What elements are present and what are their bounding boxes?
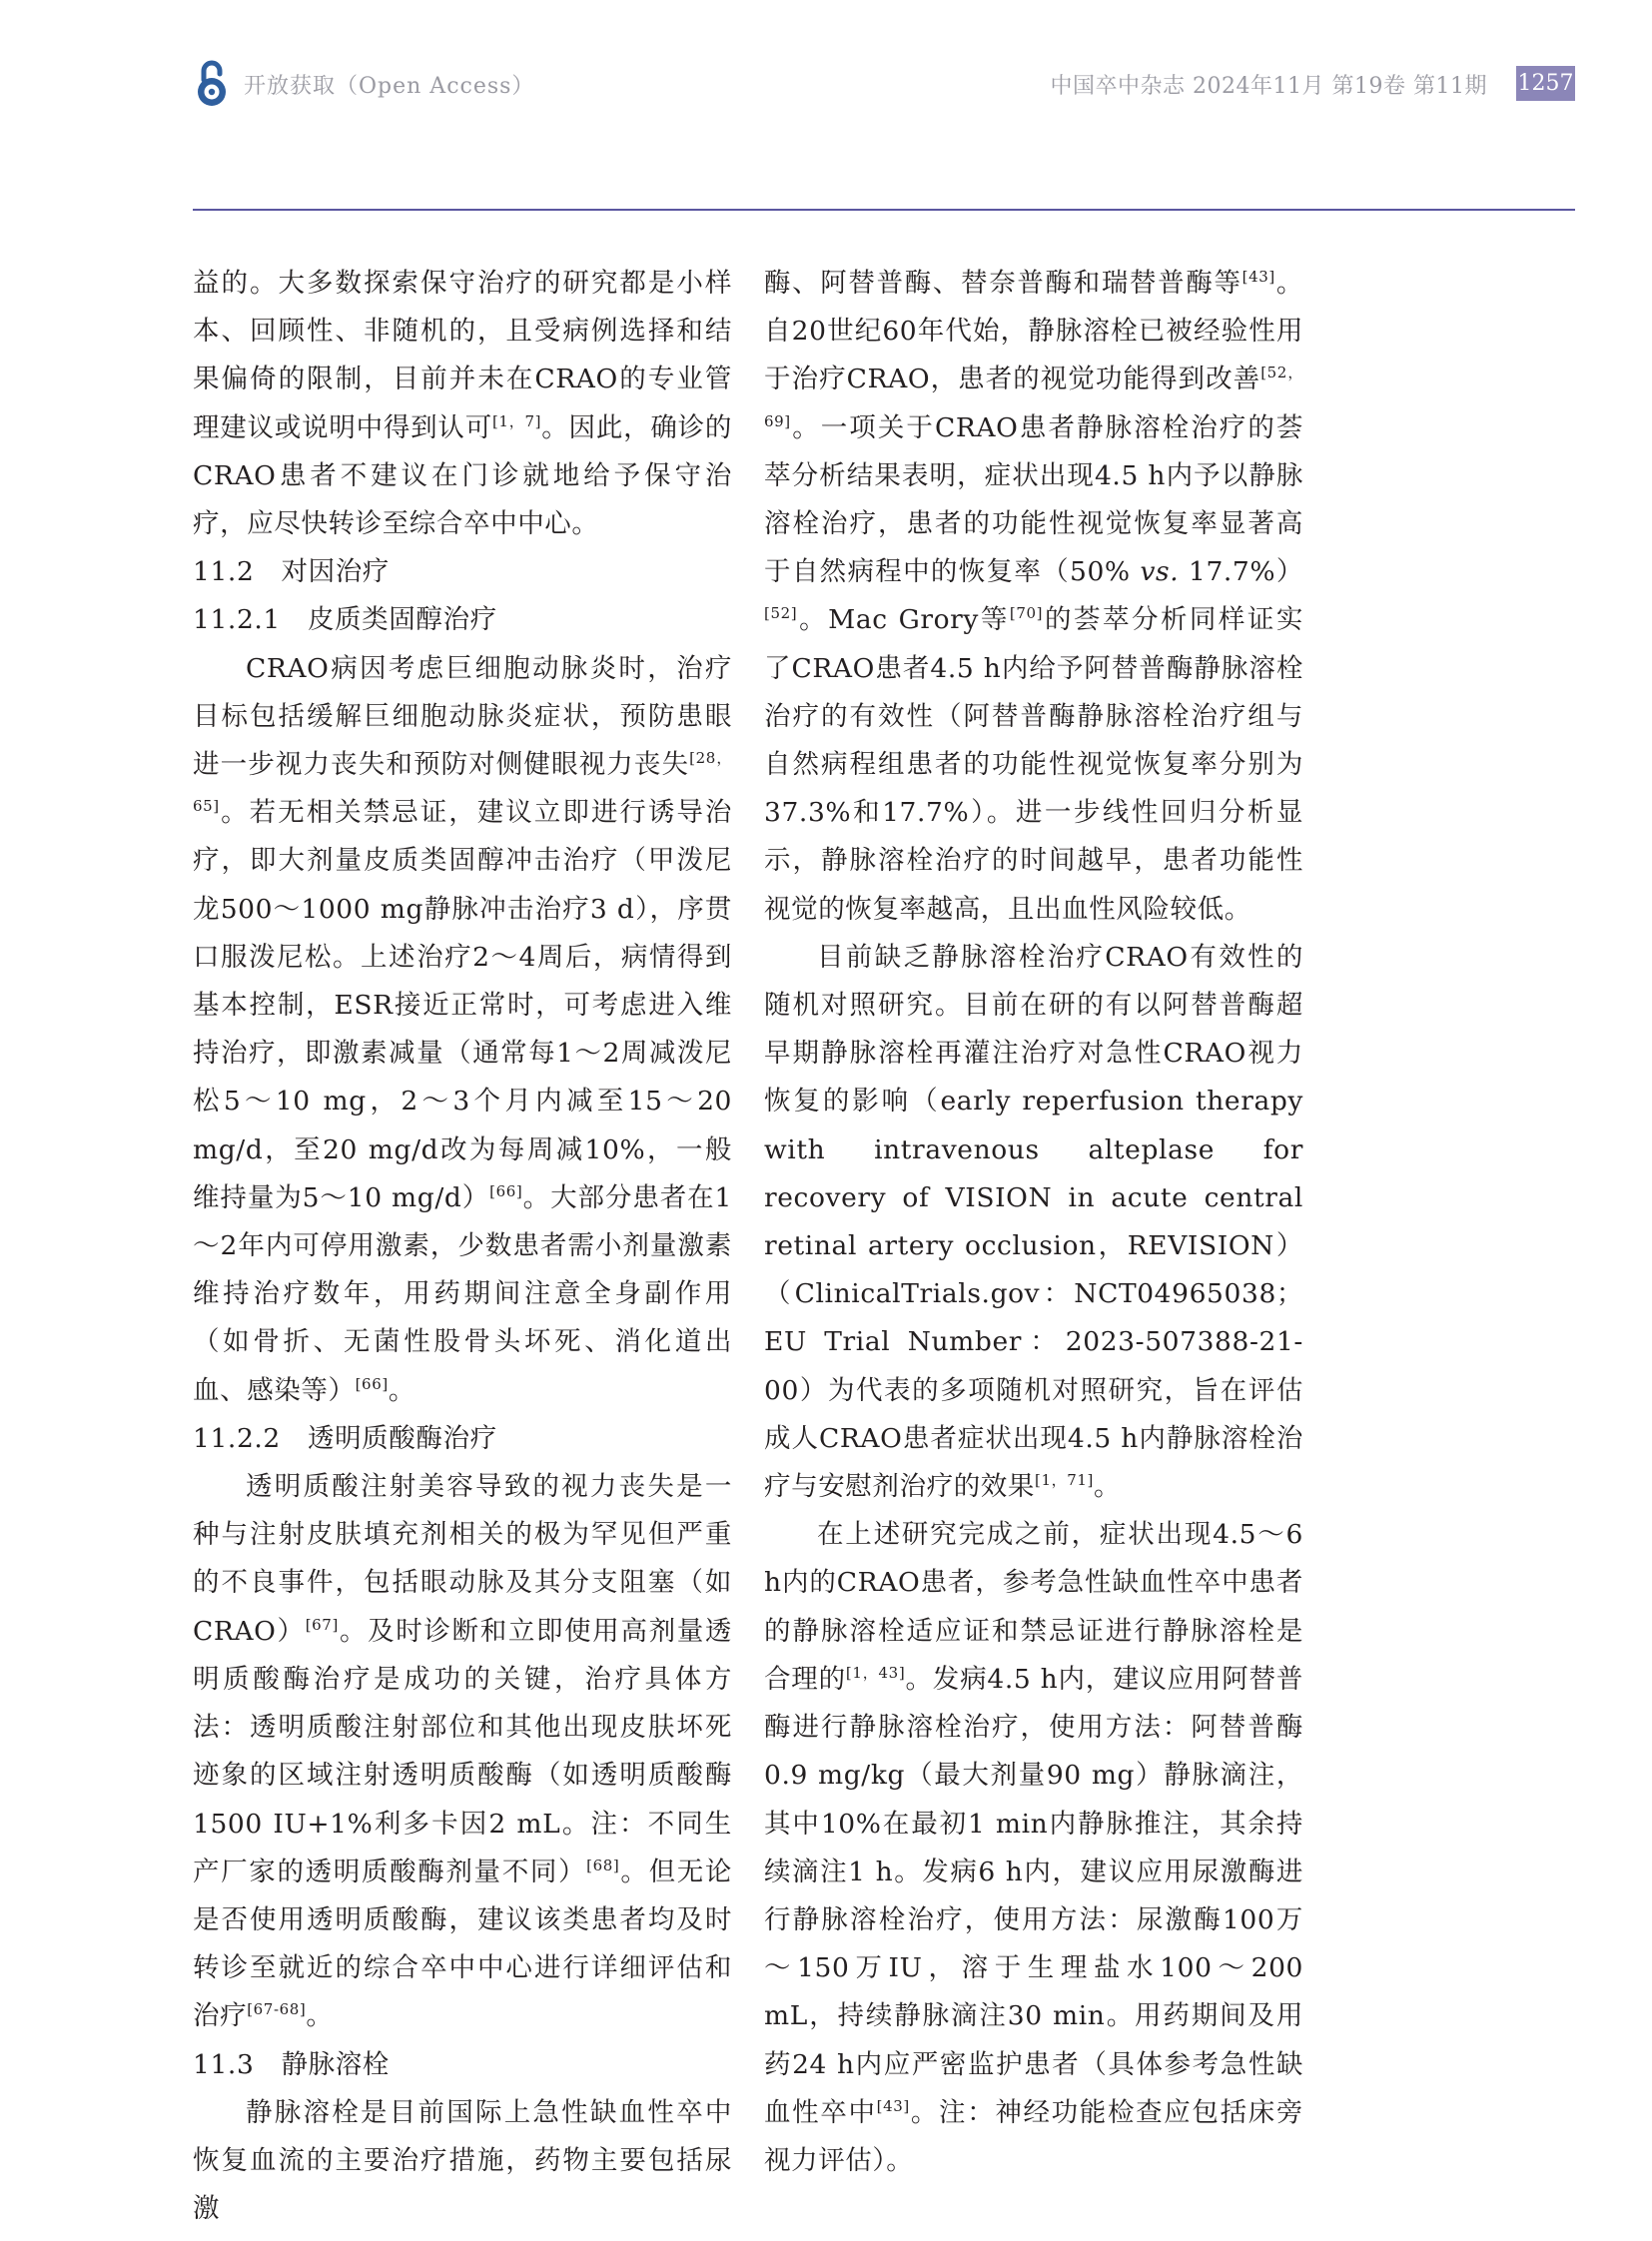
journal-citation: 中国卒中杂志 2024年11月 第19卷 第11期 xyxy=(1050,74,1487,99)
paragraph: 益的。大多数探索保守治疗的研究都是小样本、回顾性、非随机的，且受病例选择和结果偏倚的限制，目前并未在CRAO的专业管理建议或说明中得到认可[1，7]。因此，确诊的CRAO患者不建议在门诊就地给予保守治疗，应尽快转诊至综合卒中中心。 xyxy=(193,268,732,540)
paragraph: 酶、阿替普酶、替奈普酶和瑞替普酶等[43]。自20世纪60年代始，静脉溶栓已被经验性用于治疗CRAO，患者的视觉功能得到改善[52，69]。一项关于CRAO患者静脉溶栓治疗的荟萃分析结果表明，症状出现4.5 h内予以静脉溶栓治疗，患者的功能性视觉恢复率显著高于自然病程中的恢复率（50% vs. 17.7%）[52]。Mac Grory等[70]的荟萃分析同样证实了CRAO患者4.5 h内给予阿替普酶静脉溶栓治疗的有效性（阿替普酶静脉溶栓治疗组与自然病程组患者的功能性视觉恢复率分别为37.3%和17.7%）。进一步线性回归分析显示，静脉溶栓治疗的时间越早，患者功能性视觉的恢复率越高，且出血性风险较低。 xyxy=(764,268,1303,925)
citation-ref: [67] xyxy=(305,1615,339,1634)
citation-ref: [28，65] xyxy=(193,749,732,816)
citation-ref: [67-68] xyxy=(247,2000,307,2019)
page-header xyxy=(0,0,1652,215)
citation-ref: [66] xyxy=(355,1374,389,1393)
header-rule xyxy=(193,209,1575,211)
citation-ref: [52，69] xyxy=(764,364,1303,430)
citation-ref: [1，71] xyxy=(1035,1471,1094,1490)
open-access-lock-icon xyxy=(193,58,231,108)
page-number-badge: 1257 xyxy=(1516,66,1575,101)
paragraph: 目前缺乏静脉溶栓治疗CRAO有效性的随机对照研究。目前在研的有以阿替普酶超早期静脉溶栓再灌注治疗对急性CRAO视力恢复的影响（early reperfusion therapy with intravenous alteplase for recovery of VISION in acute central retinal artery occlusion，REVISION）（ClinicalTrials.gov：NCT04965038；EU Trial Number：2023-507388-21-00）为代表的多项随机对照研究，旨在评估成人CRAO患者症状出现4.5 h内静脉溶栓治疗与安慰剂治疗的效果[1，71]。 xyxy=(764,941,1303,1503)
citation-ref: [43] xyxy=(1241,268,1275,286)
subsection-heading: 11.2.1 皮质类固醇治疗 xyxy=(193,604,497,636)
right-column xyxy=(764,260,1303,2185)
citation-ref: [68] xyxy=(586,1856,620,1874)
open-access-label: 开放获取（Open Access） xyxy=(244,74,535,99)
paragraph: 静脉溶栓是目前国际上急性缺血性卒中恢复血流的主要治疗措施，药物主要包括尿激 xyxy=(193,2096,732,2225)
subsection-heading: 11.2.2 透明质酸酶治疗 xyxy=(193,1422,497,1454)
paragraph: 在上述研究完成之前，症状出现4.5～6 h内的CRAO患者，参考急性缺血性卒中患者的静脉溶栓适应证和禁忌证进行静脉溶栓是合理的[1，43]。发病4.5 h内，建议应用阿替普酶进行静脉溶栓治疗，使用方法：阿替普酶0.9 mg/kg（最大剂量90 mg）静脉滴注，其中10%在最初1 min内静脉推注，其余持续滴注1 h。发病6 h内，建议应用尿激酶进行静脉溶栓治疗，使用方法：尿激酶100万～150万IU，溶于生理盐水100～200 mL，持续静脉滴注30 min。用药期间及用药24 h内应严密监护患者（具体参考急性缺血性卒中[43]。注：神经功能检查应包括床旁视力评估）。 xyxy=(764,1519,1303,2176)
citation-ref: [66] xyxy=(489,1181,523,1200)
section-heading: 11.3 静脉溶栓 xyxy=(193,2048,390,2080)
paragraph: 透明质酸注射美容导致的视力丧失是一种与注射皮肤填充剂相关的极为罕见但严重的不良事件，包括眼动脉及其分支阻塞（如CRAO）[67]。及时诊断和立即使用高剂量透明质酸酶治疗是成功的关键，治疗具体方法：透明质酸注射部位和其他出现皮肤坏死迹象的区域注射透明质酸酶（如透明质酸酶1500 IU+1%利多卡因2 mL。注：不同生产厂家的透明质酸酶剂量不同）[68]。但无论是否使用透明质酸酶，建议该类患者均及时转诊至就近的综合卒中中心进行详细评估和治疗[67-68]。 xyxy=(193,1471,733,2032)
citation-ref: [1，43] xyxy=(845,1663,906,1682)
section-heading: 11.2 对因治疗 xyxy=(193,556,390,588)
citation-ref: [43] xyxy=(876,2096,910,2115)
citation-ref: [1，7] xyxy=(491,411,542,430)
left-column xyxy=(193,260,732,2233)
paragraph: CRAO病因考虑巨细胞动脉炎时，治疗目标包括缓解巨细胞动脉炎症状，预防患眼进一步视力丧失和预防对侧健眼视力丧失[28，65]。若无相关禁忌证，建议立即进行诱导治疗，即大剂量皮质类固醇冲击治疗（甲泼尼龙500～1000 mg静脉冲击治疗3 d），序贯口服泼尼松。上述治疗2～4周后，病情得到基本控制，ESR接近正常时，可考虑进入维持治疗，即激素减量（通常每1～2周减泼尼松5～10 mg，2～3个月内减至15～20 mg/d，至20 mg/d改为每周减10%，一般维持量为5～10 mg/d）[66]。大部分患者在1～2年内可停用激素，少数患者需小剂量激素维持治疗数年，用药期间注意全身副作用（如骨折、无菌性股骨头坏死、消化道出血、感染等）[66]。 xyxy=(193,652,732,1406)
citation-ref: [52] xyxy=(764,604,798,623)
citation-ref: [70] xyxy=(1009,604,1044,623)
